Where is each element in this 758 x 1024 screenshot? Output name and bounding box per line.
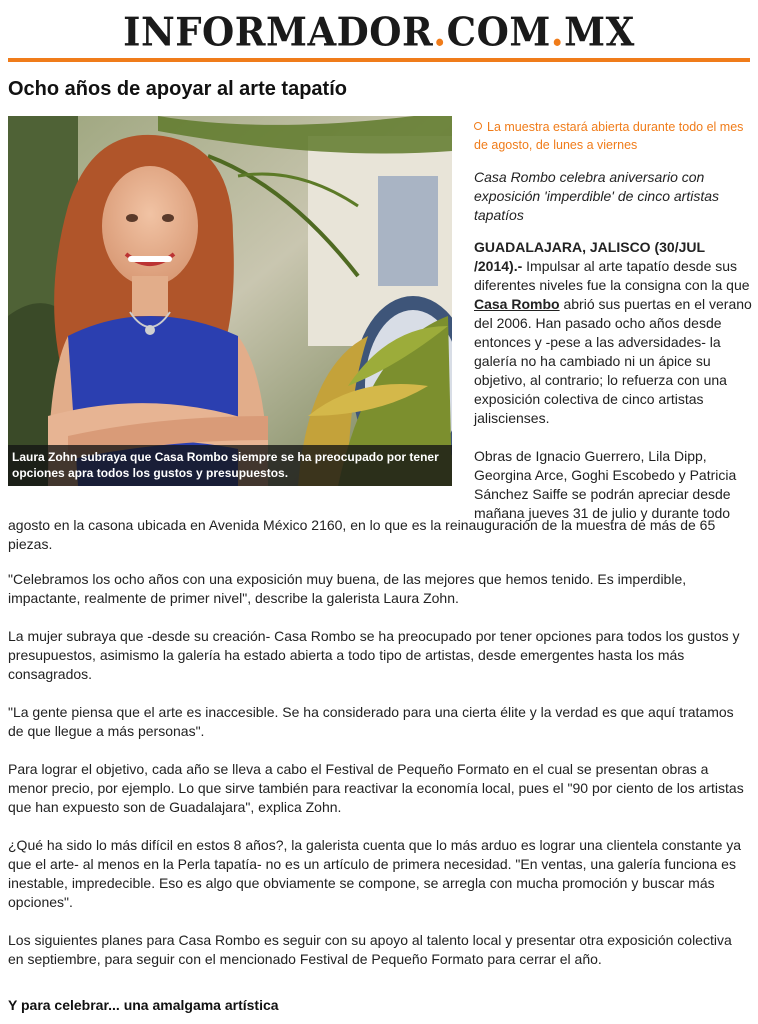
circle-bullet-icon [474,122,482,130]
section-title: Y para celebrar... una amalgama artística [8,997,279,1013]
site-logo[interactable] [0,9,758,55]
dateline: GUADALAJARA, JALISCO (30/JUL /2014).- [474,239,705,274]
article-highlight [474,118,744,154]
article-body [8,570,750,988]
article-right-column [474,238,754,542]
article-subhead: Casa Rombo celebra aniversario con exposición 'imperdible' de cinco artistas tapatíos [474,169,720,223]
article-headline: Ocho años de apoyar al arte tapatío [8,78,347,100]
paragraph-2-start: Obras de Ignacio Guerrero, Lila Dipp, Georgina Arce, Goghi Escobedo y Patricia Sánchez Saiffe se podrán apreciar desde mañana jueves 31 de julio y durante todo [474,448,737,521]
photo-caption: Laura Zohn subraya que Casa Rombo siempre se ha preocupado por tener opciones apra todos los gustos y presupuestos. [8,445,452,486]
paragraph: La mujer subraya que -desde su creación- Casa Rombo se ha preocupado por tener opciones para todos los gustos y presupuestos, asimismo la galería ha estado abierta a todo tipo de artistas, desde emergentes hasta los más consagrados. [8,628,740,682]
logo-dot: . [433,8,447,56]
photo-illustration [8,116,452,486]
logo-text-com: COM [446,8,551,56]
logo-text-informador: INFORMADOR [123,8,434,56]
logo-text-mx: MX [564,8,635,56]
masthead [0,0,758,64]
highlight-text: La muestra estará abierta durante todo el mes de agosto, de lunes a viernes [474,120,744,152]
masthead-divider [8,58,750,62]
paragraph-2-end: agosto en la casona ubicada en Avenida México 2160, en lo que es la reinauguración de la muestra de más de 65 piezas. [8,517,716,552]
lead-text-before-link: Impulsar al arte tapatío desde sus diferentes niveles fue la consigna con la que [474,258,750,293]
article-photo [8,116,452,486]
paragraph: ¿Qué ha sido lo más difícil en estos 8 años?, la galerista cuenta que lo más arduo es lograr una clientela constante ya que el arte- al menos en la Perla tapatía- no es un artículo de primera necesidad. "En ventas, una galería funciona es inestable, impredecible. Eso es algo que obviamente se compone, se arregla con mucha promoción y buscar más opciones". [8,837,742,910]
logo-dot-2: . [550,8,565,56]
paragraph: "La gente piensa que el arte es inaccesible. Se ha considerado para una cierta élite y la verdad es que aquí tratamos de que llegue a más personas". [8,704,734,739]
lead-paragraph [474,238,754,428]
lead-text-after-link: abrió sus puertas en el verano del 2006. Han pasado ocho años desde entonces y -pese a las adversidades- la galería no ha cambiado ni un ápice su objetivo, al contrario; lo refuerza con una exposición colectiva de cinco artistas jaliscienses. [474,296,752,426]
casa-rombo-link[interactable]: Casa Rombo [474,296,560,312]
paragraph: "Celebramos los ocho años con una exposición muy buena, de las mejores que hemos tenido. Es imperdible, impactante, realmente de primer nivel", describe la galerista Laura Zohn. [8,571,687,606]
paragraph: Los siguientes planes para Casa Rombo es seguir con su apoyo al talento local y presentar otra exposición colectiva en septiembre, para seguir con el mencionado Festival de Pequeño Formato para cerrar el año. [8,932,732,967]
paragraph: Para lograr el objetivo, cada año se lleva a cabo el Festival de Pequeño Formato en el cual se presentan obras a menor precio, por ejemplo. Lo que sirve también para reactivar la economía local, pues el "90 por ciento de los artistas que han expuesto son de Guadalajara", explica Zohn. [8,761,744,815]
